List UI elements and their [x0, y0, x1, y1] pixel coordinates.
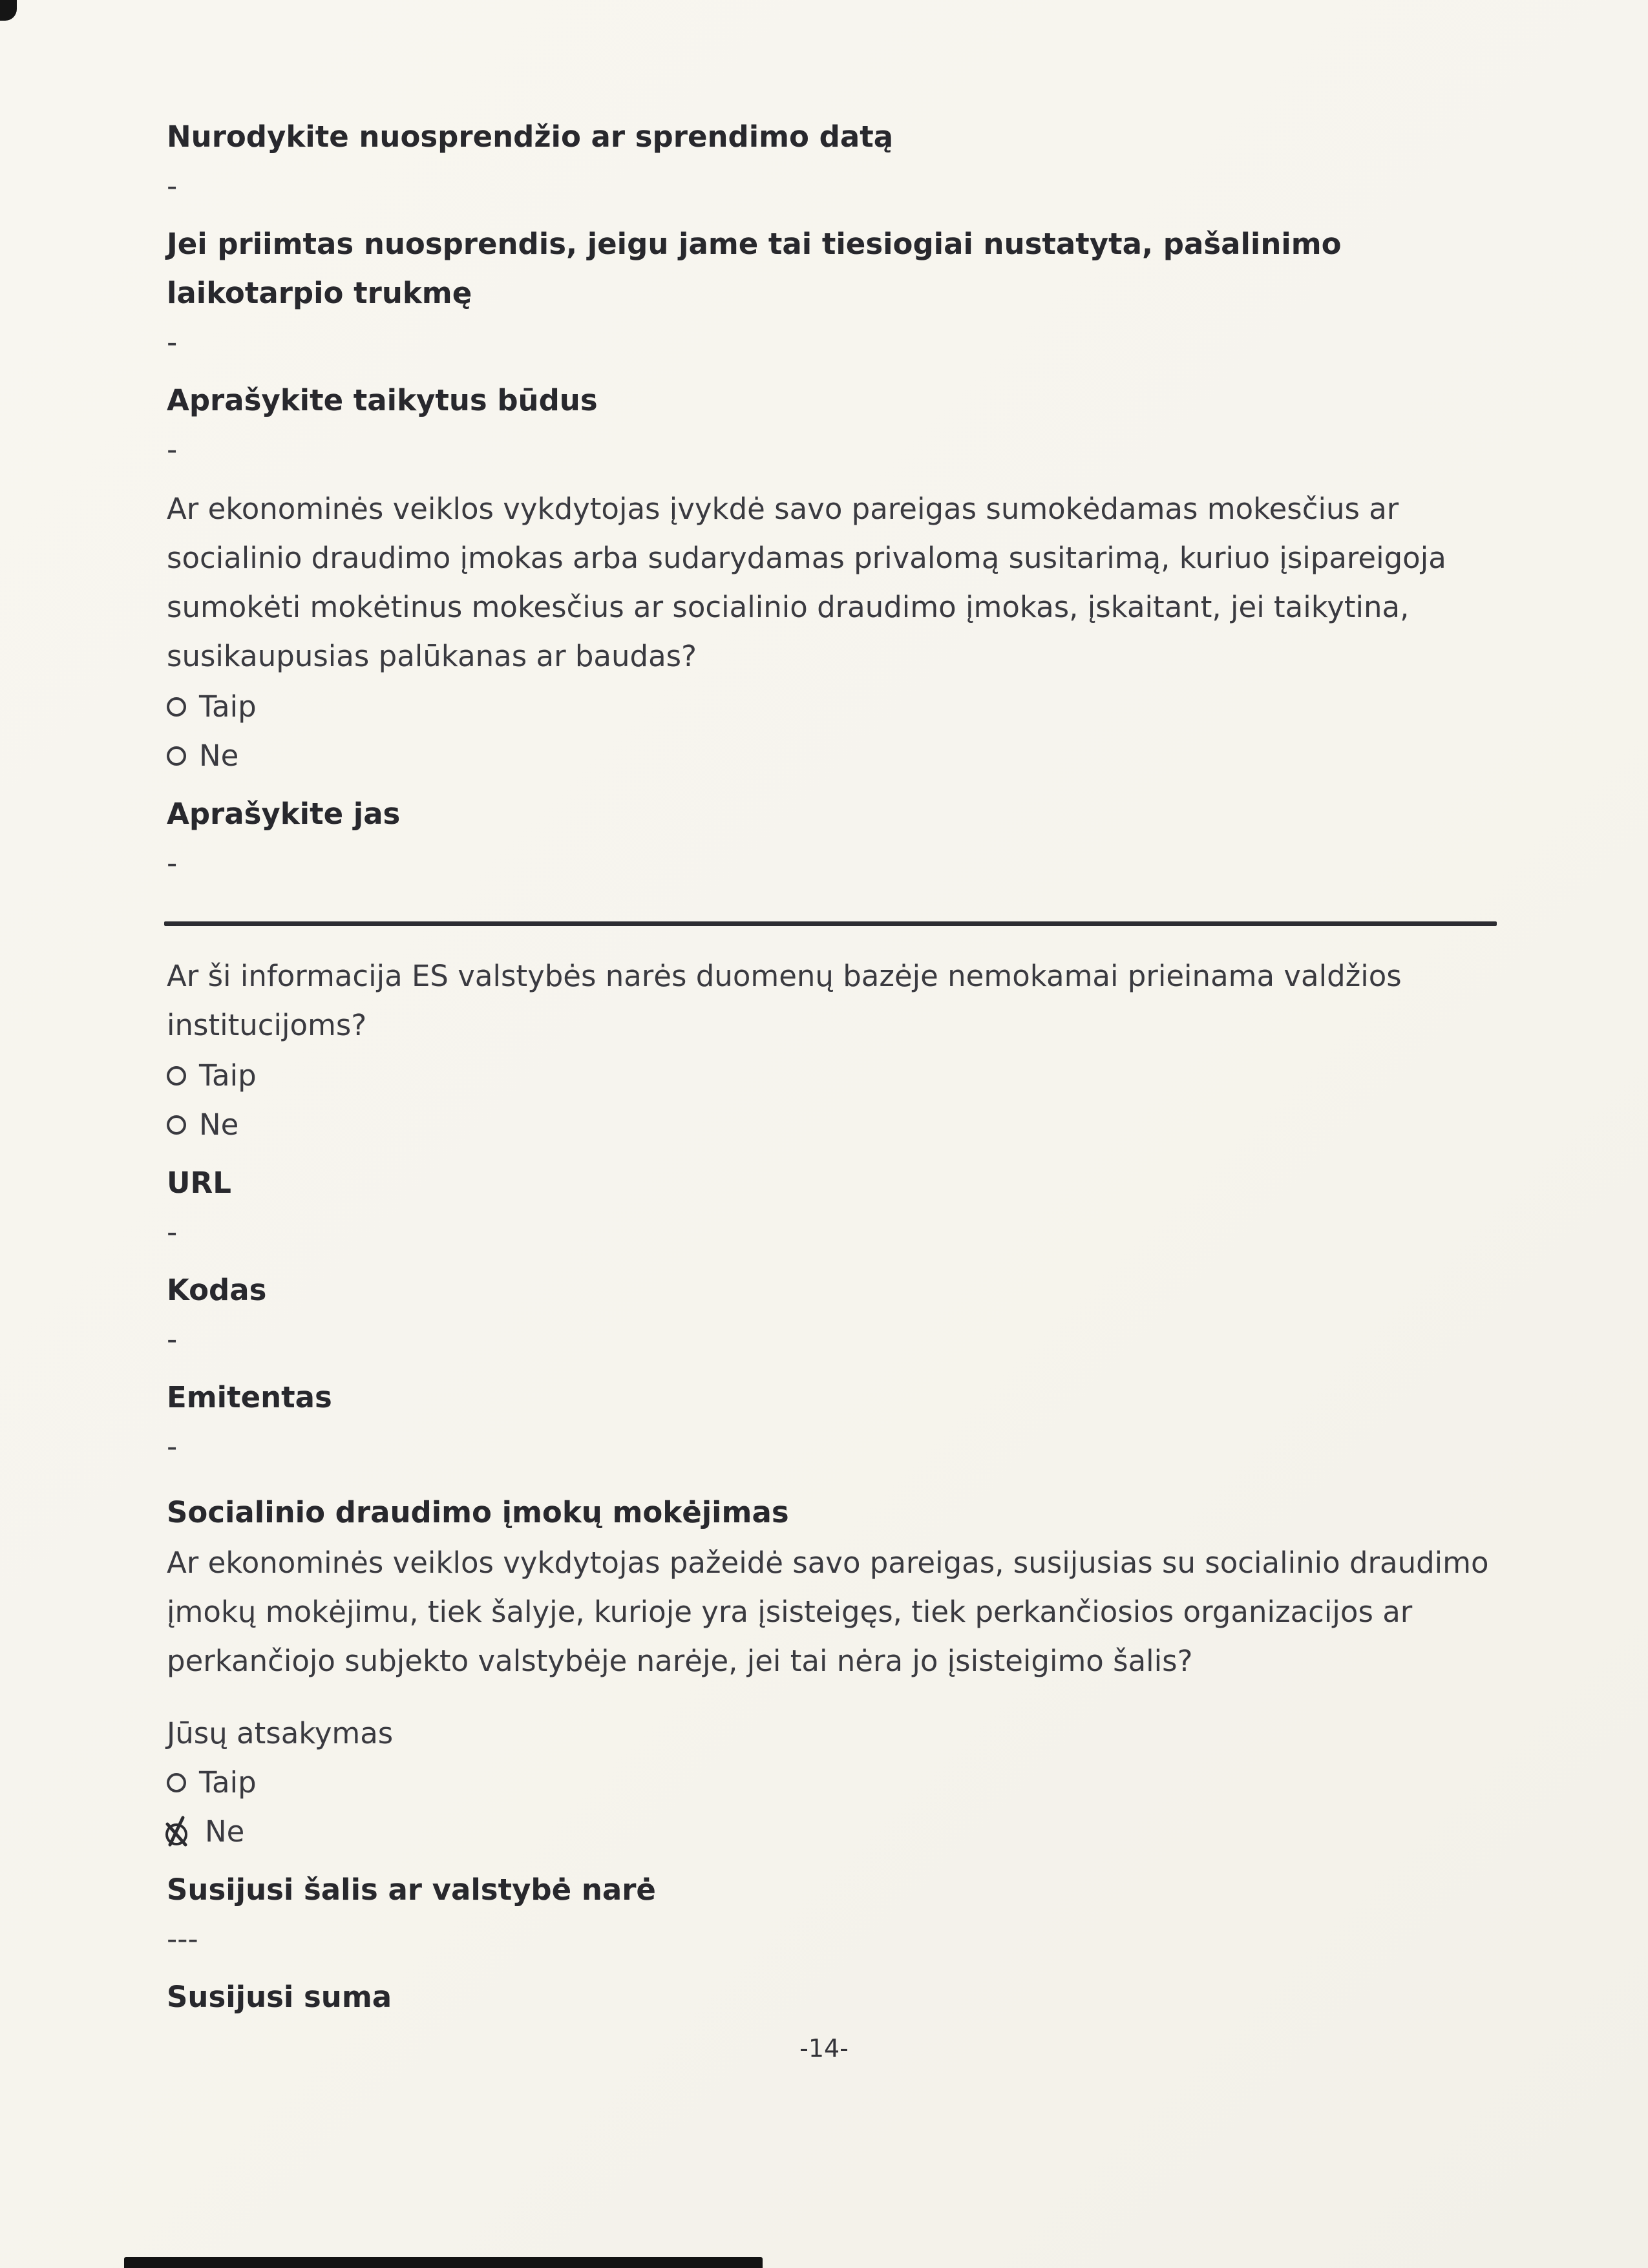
radio-option-social-taip[interactable]	[167, 1758, 1498, 1807]
field-value-emitentas: -	[167, 1429, 178, 1464]
field-label-emitentas: Emitentas	[167, 1380, 332, 1414]
answer-label: Jūsų atsakymas	[167, 1716, 394, 1750]
radio-option-info-taip[interactable]	[167, 1051, 1498, 1100]
radio-unchecked-icon[interactable]	[167, 1066, 186, 1086]
field-label-related-country: Susijusi šalis ar valstybė narė	[167, 1873, 656, 1907]
page-number: -14-	[799, 2034, 849, 2063]
question-text-info-available: Ar ši informacija ES valstybės narės duomenų bazėje nemokamai prieinama valdžios institucijoms?	[167, 959, 1402, 1042]
field-label-related-amount: Susijusi suma	[167, 1980, 392, 2014]
radio-option-social-ne[interactable]	[167, 1807, 1498, 1856]
radio-label: Taip	[199, 689, 257, 724]
field-value-url: -	[167, 1215, 178, 1249]
field-value-measures: -	[167, 432, 178, 467]
question-label-measures: Aprašykite taikytus būdus	[167, 383, 598, 417]
radio-option-fulfilled-taip[interactable]	[167, 682, 1498, 731]
radio-option-info-ne[interactable]	[167, 1100, 1498, 1150]
question-text-obligations-fulfilled: Ar ekonominės veiklos vykdytojas įvykdė savo pareigas sumokėdamas mokesčius ar socialinio draudimo įmokas arba sudarydamas privalomą susitarimą, kuriuo įsipareigoja sumokėti mokėtinus mokesčius ar socialinio draudimo įmokas, įskaitant, jei taikytina, susikaupusias palūkanas ar baudas?	[167, 492, 1446, 673]
radio-option-fulfilled-ne[interactable]	[167, 731, 1498, 781]
radio-label: Ne	[199, 1108, 239, 1142]
question-text-social-contributions: Ar ekonominės veiklos vykdytojas pažeidė savo pareigas, susijusias su socialinio draudimo įmokų mokėjimu, tiek šalyje, kurioje yra įsisteigęs, tiek perkančiosios organizacijos ar perkančiojo subjekto valstybėje narėje, jei tai nėra jo įsisteigimo šalis?	[167, 1546, 1489, 1678]
scan-artifact-bottom-strip	[124, 2257, 763, 2268]
field-value-exclusion-period: -	[167, 325, 178, 359]
radio-unchecked-icon[interactable]	[167, 697, 186, 717]
field-value-related-country: ---	[167, 1922, 198, 1956]
section-divider	[164, 921, 1497, 926]
radio-label: Ne	[199, 739, 239, 773]
scan-artifact-corner	[0, 0, 17, 21]
radio-unchecked-icon[interactable]	[167, 1773, 186, 1792]
form-page	[167, 103, 1498, 2022]
radio-label: Ne	[205, 1814, 245, 1849]
field-value-decision-date: -	[167, 169, 178, 203]
field-value-describe-them: -	[167, 846, 178, 880]
radio-unchecked-icon[interactable]	[167, 746, 186, 766]
question-label-exclusion-period: Jei priimtas nuosprendis, jeigu jame tai tiesiogiai nustatyta, pašalinimo laikotarpio trukmę	[167, 227, 1342, 310]
question-label-decision-date: Nurodykite nuosprendžio ar sprendimo datą	[167, 120, 894, 154]
question-label-describe-them: Aprašykite jas	[167, 797, 401, 831]
field-label-url: URL	[167, 1166, 231, 1200]
field-label-kodas: Kodas	[167, 1273, 267, 1307]
radio-label: Taip	[199, 1058, 257, 1093]
radio-unchecked-icon[interactable]	[167, 1115, 186, 1135]
radio-checked-icon[interactable]	[161, 1815, 192, 1849]
radio-label: Taip	[199, 1765, 257, 1800]
field-value-kodas: -	[167, 1322, 178, 1356]
section-title-social-contributions: Socialinio draudimo įmokų mokėjimas	[167, 1495, 789, 1529]
